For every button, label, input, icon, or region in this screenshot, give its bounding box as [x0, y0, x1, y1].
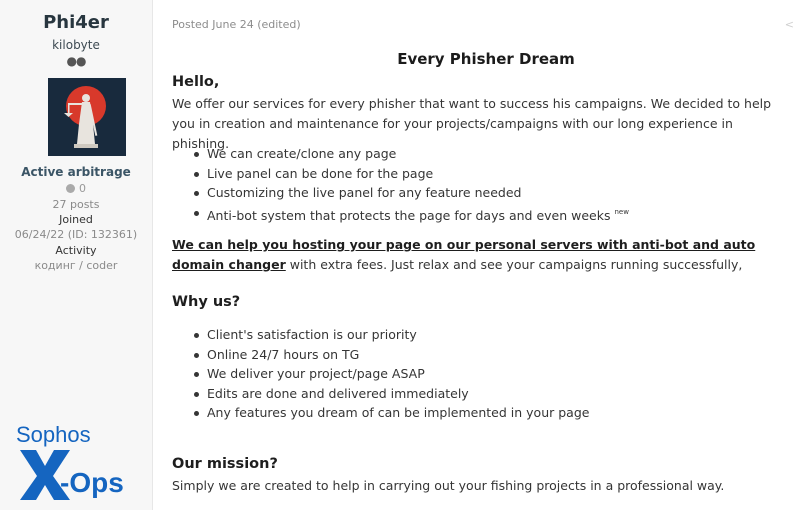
list-item: Online 24/7 hours on TG	[207, 345, 589, 365]
why-list	[172, 325, 589, 423]
logo-line2: -Ops	[60, 467, 124, 498]
list-item: Client's satisfaction is our priority	[207, 325, 589, 345]
services-list	[172, 144, 629, 222]
sophos-logo-icon	[14, 420, 134, 502]
joined-value: 06/24/22 (ID: 132361)	[14, 228, 138, 241]
author-group: Active arbitrage	[21, 165, 131, 179]
rank-pips: ●●	[66, 54, 86, 68]
author-sidebar	[0, 0, 153, 510]
why-heading: Why us?	[172, 294, 241, 310]
joined-label: Joined	[59, 213, 93, 226]
new-tag: new	[614, 207, 629, 216]
hosting-rest: with extra fees. Just relax and see your campaigns running successfully,	[285, 257, 743, 272]
sophos-xops-watermark	[14, 420, 134, 502]
activity-label: Activity	[55, 244, 97, 257]
post-count[interactable]: 27 posts	[52, 198, 100, 211]
logo-line1: Sophos	[16, 422, 91, 447]
list-item: Edits are done and delivered immediately	[207, 384, 589, 404]
post-title: Every Phisher Dream	[397, 50, 575, 68]
greeting: Hello,	[172, 74, 220, 90]
author-rank: kilobyte	[52, 38, 100, 52]
list-item: Any features you dream of can be implemented in your page	[207, 403, 589, 423]
author-name[interactable]: Phi4er	[43, 12, 109, 33]
list-item: We can create/clone any page	[207, 144, 629, 164]
avatar[interactable]	[48, 78, 126, 156]
activity-value: кодинг / coder	[34, 259, 118, 272]
list-item: We deliver your project/page ASAP	[207, 364, 589, 384]
intro-paragraph: We offer our services for every phisher that want to success his campaigns. We decided to help you in creation and maintenance for your projects/campaigns with our long experience in phishing.	[172, 96, 772, 151]
reputation	[0, 182, 152, 195]
service-text: Anti-bot system that protects the page for days and even weeks	[207, 207, 611, 223]
hosting-bold: We can help you hosting your page on our personal servers with anti-bot and auto domain changer	[172, 237, 756, 272]
hosting-paragraph	[172, 235, 787, 275]
lady-justice-avatar-icon	[48, 78, 126, 156]
mission-heading: Our mission?	[172, 456, 278, 472]
share-icon[interactable]: <	[784, 18, 794, 31]
list-item: Customizing the live panel for any feature needed	[207, 183, 629, 203]
list-item: Live panel can be done for the page	[207, 164, 629, 184]
list-item	[207, 203, 629, 223]
posted-date[interactable]: Posted June 24 (edited)	[172, 18, 301, 31]
post-body	[172, 0, 800, 510]
reputation-dot-icon	[66, 184, 75, 193]
mission-text: Simply we are created to help in carrying out your fishing projects in a professional way.	[172, 478, 725, 493]
reputation-value: 0	[79, 182, 86, 195]
